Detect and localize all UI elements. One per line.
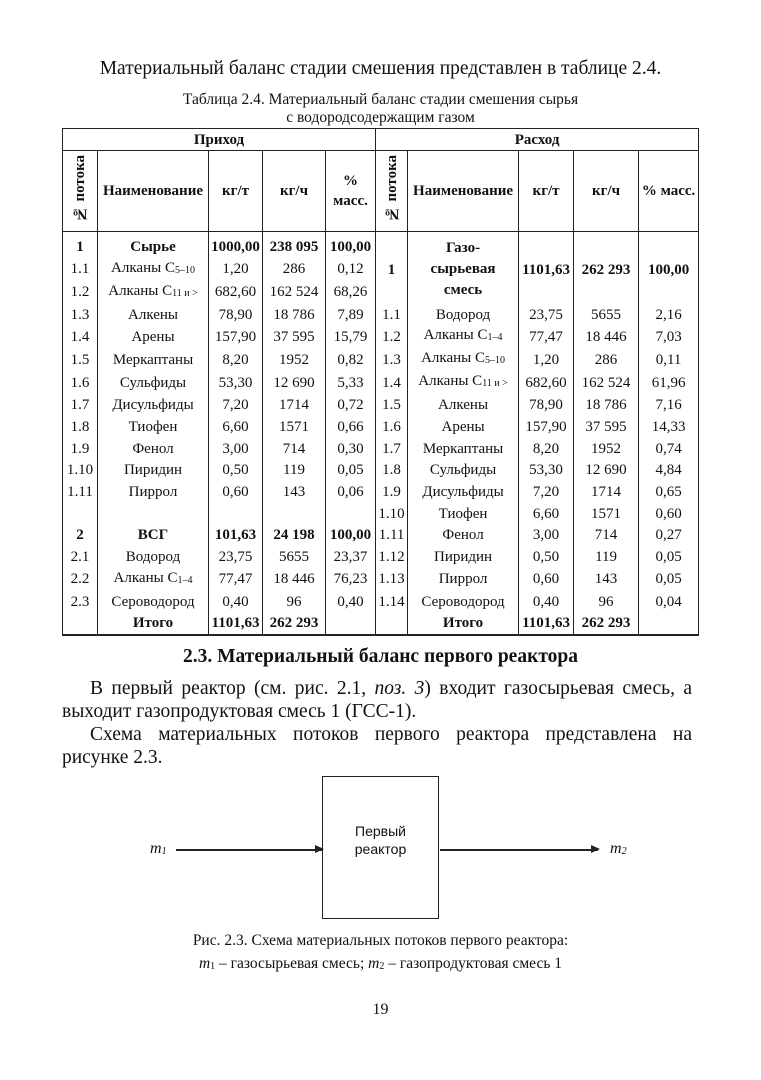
in-pct: 0,30	[326, 438, 376, 460]
in-kgt: 101,63	[209, 525, 263, 547]
out-num: 1.1	[376, 304, 408, 326]
output-arrow	[440, 849, 598, 851]
out-num: 1	[376, 232, 408, 304]
table-row	[63, 232, 699, 258]
out-num: 1.14	[376, 591, 408, 613]
material-balance-table	[62, 128, 699, 636]
table-caption-line2: с водородсодержащим газом	[286, 109, 475, 126]
out-pct: 0,74	[639, 438, 699, 460]
in-kgh: 1571	[263, 416, 326, 438]
in-num: 1.11	[63, 481, 98, 503]
in-kgh: 262 293	[263, 613, 326, 636]
in-name: Сульфиды	[98, 371, 209, 394]
table-row	[63, 591, 699, 613]
in-kgh: 238 095	[263, 232, 326, 258]
header-kgh: кг/ч	[263, 151, 326, 232]
table-row	[63, 438, 699, 460]
header-num: № потока	[63, 151, 98, 232]
out-name: Сероводород	[408, 591, 519, 613]
out-name: Дисульфиды	[408, 481, 519, 503]
table-caption-line1: Таблица 2.4. Материальный баланс стадии смешения сырья	[182, 91, 579, 108]
out-pct: 0,04	[639, 591, 699, 613]
out-kgt: 8,20	[519, 438, 574, 460]
in-num: 1.1	[63, 258, 98, 281]
in-name	[98, 503, 209, 525]
in-kgh: 119	[263, 459, 326, 481]
table-row	[63, 525, 699, 547]
out-num: 1.9	[376, 481, 408, 503]
in-name: Тиофен	[98, 416, 209, 438]
out-kgt: 1101,63	[519, 232, 574, 304]
in-pct: 0,12	[326, 258, 376, 281]
in-num	[63, 613, 98, 636]
in-pct: 0,66	[326, 416, 376, 438]
in-kgt	[209, 503, 263, 525]
table-row	[63, 568, 699, 591]
in-pct: 0,05	[326, 459, 376, 481]
out-kgt: 78,90	[519, 394, 574, 416]
out-num: 1.4	[376, 371, 408, 394]
in-kgt: 78,90	[209, 304, 263, 326]
in-kgh: 24 198	[263, 525, 326, 547]
table-row	[63, 503, 699, 525]
in-name: Дисульфиды	[98, 394, 209, 416]
in-num: 1.2	[63, 281, 98, 304]
in-num: 1.4	[63, 325, 98, 348]
in-kgt: 1,20	[209, 258, 263, 281]
out-pct: 0,11	[639, 348, 699, 371]
in-name: Водород	[98, 546, 209, 568]
out-kgh: 37 595	[574, 416, 639, 438]
out-name: Тиофен	[408, 503, 519, 525]
table-caption	[0, 91, 761, 127]
in-kgt: 682,60	[209, 281, 263, 304]
out-name: Арены	[408, 416, 519, 438]
header-num: № потока	[376, 151, 408, 232]
out-pct: 7,16	[639, 394, 699, 416]
in-kgh: 162 524	[263, 281, 326, 304]
header-pct: % масс.	[326, 151, 376, 232]
out-kgt: 77,47	[519, 325, 574, 348]
in-num: 2.2	[63, 568, 98, 591]
in-kgh: 18 446	[263, 568, 326, 591]
header-kgt: кг/т	[209, 151, 263, 232]
out-name: Фенол	[408, 525, 519, 547]
out-name: Водород	[408, 304, 519, 326]
table-row	[63, 348, 699, 371]
header-outcome: Расход	[376, 129, 699, 151]
out-pct: 0,60	[639, 503, 699, 525]
out-num: 1.13	[376, 568, 408, 591]
header-name: Наименование	[98, 151, 209, 232]
in-kgh: 286	[263, 258, 326, 281]
out-kgh: 262 293	[574, 613, 639, 636]
in-name: Алканы $C_{11 и >}$	[98, 281, 209, 304]
out-kgh: 5655	[574, 304, 639, 326]
intro-sentence: Материальный баланс стадии смешения представлен в таблице 2.4.	[99, 58, 662, 79]
in-kgh: 18 786	[263, 304, 326, 326]
table-row	[63, 481, 699, 503]
in-kgh: 37 595	[263, 325, 326, 348]
in-num: 2.1	[63, 546, 98, 568]
out-name: Итого	[408, 613, 519, 636]
out-name: Алканы $C_{1-4}$	[408, 325, 519, 348]
out-kgh: 18 786	[574, 394, 639, 416]
figure-caption-line2: $m_1$ – газосырьевая смесь; $m_2$ – газопродуктовая смесь 1	[198, 955, 563, 972]
out-kgh: 714	[574, 525, 639, 547]
out-name: Пиррол	[408, 568, 519, 591]
table-row	[63, 613, 699, 636]
in-name: Алканы $C_{5-10}$	[98, 258, 209, 281]
out-kgt: 1101,63	[519, 613, 574, 636]
out-num: 1.2	[376, 325, 408, 348]
header-kgt: кг/т	[519, 151, 574, 232]
in-kgh: 96	[263, 591, 326, 613]
header-pct: % масс.	[639, 151, 699, 232]
in-name: Меркаптаны	[98, 348, 209, 371]
table-row	[63, 546, 699, 568]
in-name: Пиррол	[98, 481, 209, 503]
in-pct: 100,00	[326, 525, 376, 547]
in-pct: 0,72	[326, 394, 376, 416]
in-name: Пиридин	[98, 459, 209, 481]
out-kgt: 7,20	[519, 481, 574, 503]
paragraph-2: Схема материальных потоков первого реактора представлена на рисунке 2.3.	[62, 724, 692, 768]
in-pct: 0,82	[326, 348, 376, 371]
input-arrow	[176, 849, 322, 851]
in-kgt: 157,90	[209, 325, 263, 348]
in-num: 1.10	[63, 459, 98, 481]
out-num: 1.11	[376, 525, 408, 547]
out-num: 1.12	[376, 546, 408, 568]
out-name: Пиридин	[408, 546, 519, 568]
out-kgh: 12 690	[574, 459, 639, 481]
header-name: Наименование	[408, 151, 519, 232]
in-kgh: 12 690	[263, 371, 326, 394]
in-kgh: 714	[263, 438, 326, 460]
out-num	[376, 613, 408, 636]
in-kgt: 53,30	[209, 371, 263, 394]
in-name: Итого	[98, 613, 209, 636]
in-pct	[326, 503, 376, 525]
table-row	[63, 394, 699, 416]
in-pct: 100,00	[326, 232, 376, 258]
out-name: Алканы $C_{5-10}$	[408, 348, 519, 371]
out-kgh: 18 446	[574, 325, 639, 348]
in-name: Сырье	[98, 232, 209, 258]
in-pct: 7,89	[326, 304, 376, 326]
out-pct: 61,96	[639, 371, 699, 394]
out-kgt: 53,30	[519, 459, 574, 481]
header-income: Приход	[63, 129, 376, 151]
in-pct: 0,06	[326, 481, 376, 503]
in-pct: 68,26	[326, 281, 376, 304]
out-kgt: 682,60	[519, 371, 574, 394]
in-num: 1	[63, 232, 98, 258]
in-pct: 15,79	[326, 325, 376, 348]
out-pct: 4,84	[639, 459, 699, 481]
out-kgh: 262 293	[574, 232, 639, 304]
in-name: ВСГ	[98, 525, 209, 547]
m2-label: $m_2$	[610, 840, 627, 857]
in-kgh: 143	[263, 481, 326, 503]
out-kgh: 162 524	[574, 371, 639, 394]
m1-label: $m_1$	[150, 840, 167, 857]
out-kgt: 6,60	[519, 503, 574, 525]
out-num: 1.8	[376, 459, 408, 481]
out-num: 1.6	[376, 416, 408, 438]
out-pct: 0,05	[639, 546, 699, 568]
out-num: 1.7	[376, 438, 408, 460]
out-name: Газо- сырьевая смесь	[408, 232, 519, 304]
in-kgh	[263, 503, 326, 525]
in-kgt: 0,50	[209, 459, 263, 481]
table-row	[63, 325, 699, 348]
in-num: 1.8	[63, 416, 98, 438]
table-row	[63, 304, 699, 326]
in-kgh: 5655	[263, 546, 326, 568]
out-kgt: 23,75	[519, 304, 574, 326]
section-title: 2.3. Материальный баланс первого реактора	[183, 646, 578, 667]
in-name: Сероводород	[98, 591, 209, 613]
in-kgt: 8,20	[209, 348, 263, 371]
in-kgt: 0,40	[209, 591, 263, 613]
out-kgt: 0,50	[519, 546, 574, 568]
out-pct	[639, 613, 699, 636]
paragraph-1: В первый реактор (см. рис. 2.1, поз. 3) входит газосырьевая смесь, а выходит газопродуктовая смесь 1 (ГСС-1).	[62, 678, 692, 722]
table-row	[63, 371, 699, 394]
in-pct: 76,23	[326, 568, 376, 591]
out-kgh: 1714	[574, 481, 639, 503]
out-kgt: 0,60	[519, 568, 574, 591]
in-kgt: 7,20	[209, 394, 263, 416]
in-name: Фенол	[98, 438, 209, 460]
in-num: 1.5	[63, 348, 98, 371]
out-kgt: 0,40	[519, 591, 574, 613]
in-name: Арены	[98, 325, 209, 348]
out-kgh: 143	[574, 568, 639, 591]
out-num: 1.3	[376, 348, 408, 371]
out-pct: 2,16	[639, 304, 699, 326]
out-kgt: 3,00	[519, 525, 574, 547]
in-num: 1.9	[63, 438, 98, 460]
in-name: Алканы $C_{1-4}$	[98, 568, 209, 591]
out-pct: 100,00	[639, 232, 699, 304]
in-kgh: 1714	[263, 394, 326, 416]
out-kgh: 119	[574, 546, 639, 568]
out-kgh: 286	[574, 348, 639, 371]
in-pct	[326, 613, 376, 636]
out-kgh: 1952	[574, 438, 639, 460]
out-pct: 0,05	[639, 568, 699, 591]
table-row	[63, 459, 699, 481]
out-pct: 0,65	[639, 481, 699, 503]
in-num: 1.6	[63, 371, 98, 394]
in-num: 2.3	[63, 591, 98, 613]
out-kgh: 96	[574, 591, 639, 613]
out-pct: 0,27	[639, 525, 699, 547]
in-kgt: 77,47	[209, 568, 263, 591]
in-num: 1.7	[63, 394, 98, 416]
in-pct: 5,33	[326, 371, 376, 394]
out-kgt: 157,90	[519, 416, 574, 438]
out-pct: 7,03	[639, 325, 699, 348]
out-pct: 14,33	[639, 416, 699, 438]
in-kgt: 0,60	[209, 481, 263, 503]
in-kgt: 3,00	[209, 438, 263, 460]
table-row	[63, 416, 699, 438]
header-kgh: кг/ч	[574, 151, 639, 232]
out-kgt: 1,20	[519, 348, 574, 371]
out-name: Сульфиды	[408, 459, 519, 481]
in-kgt: 23,75	[209, 546, 263, 568]
figure-caption-line1: Рис. 2.3. Схема материальных потоков первого реактора:	[192, 932, 569, 949]
in-kgt: 6,60	[209, 416, 263, 438]
out-kgh: 1571	[574, 503, 639, 525]
in-num: 1.3	[63, 304, 98, 326]
out-num: 1.5	[376, 394, 408, 416]
in-num	[63, 503, 98, 525]
in-name: Алкены	[98, 304, 209, 326]
in-num: 2	[63, 525, 98, 547]
in-kgh: 1952	[263, 348, 326, 371]
out-name: Меркаптаны	[408, 438, 519, 460]
in-kgt: 1000,00	[209, 232, 263, 258]
in-pct: 0,40	[326, 591, 376, 613]
out-name: Алкены	[408, 394, 519, 416]
in-pct: 23,37	[326, 546, 376, 568]
out-num: 1.10	[376, 503, 408, 525]
page-number: 19	[372, 1001, 389, 1018]
in-kgt: 1101,63	[209, 613, 263, 636]
reactor-label: Первый реактор	[354, 823, 407, 857]
out-name: Алканы $C_{11 и >}$	[408, 371, 519, 394]
